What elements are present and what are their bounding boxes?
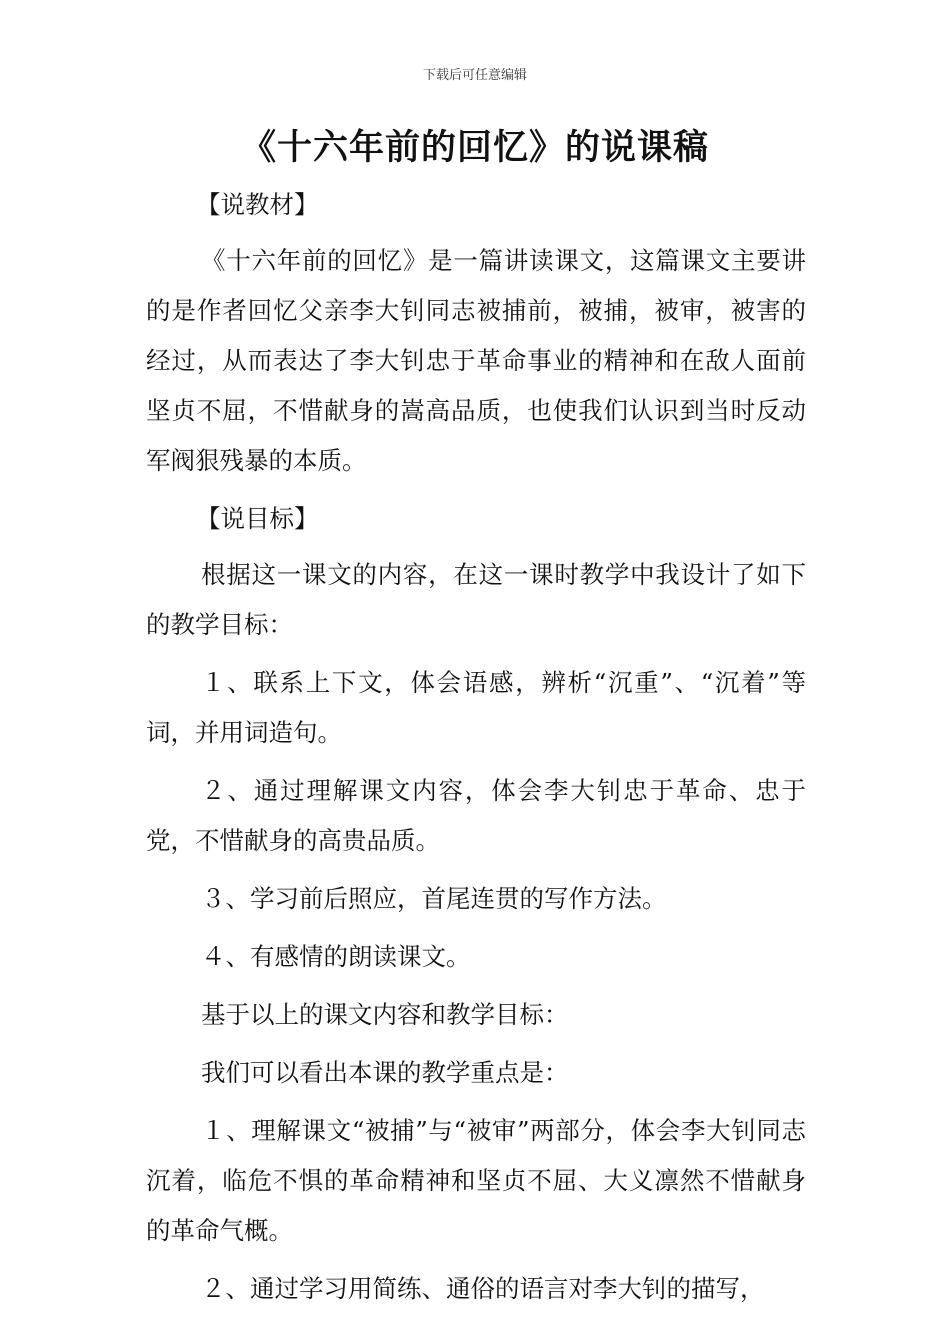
header-note: 下载后可任意编辑: [422, 68, 527, 83]
document-title: 《十六年前的回忆》的说课稿: [240, 128, 709, 168]
paragraph-based: 基于以上的课文内容和教学目标：: [201, 1000, 569, 1029]
focus-item-1: １、理解课文“被捕”与“被审”两部分，体会李大钊同志沉着，临危不惧的革命精神和坚贞不屈、大义凛然不惜献身的革命气概。: [146, 1116, 806, 1245]
goal-item-2: ２、通过理解课文内容，体会李大钊忠于革命、忠于党，不惜献身的高贵品质。: [146, 776, 806, 855]
section-heading-goals: 【说目标】: [196, 504, 319, 533]
paragraph-goals-intro: 根据这一课文的内容，在这一课时教学中我设计了如下的教学目标：: [146, 560, 806, 639]
focus-item-2: ２、通过学习用简练、通俗的语言对李大钊的描写，: [201, 1274, 765, 1303]
paragraph-focus-intro: 我们可以看出本课的教学重点是：: [201, 1058, 569, 1087]
goal-item-1: １、联系上下文，体会语感，辨析“沉重”、“沉着”等词，并用词造句。: [146, 668, 806, 747]
document-body: [146, 180, 806, 1322]
goal-item-4: ４、有感情的朗读课文。: [201, 942, 471, 971]
paragraph-material: 《十六年前的回忆》是一篇讲读课文，这篇课文主要讲的是作者回忆父亲李大钊同志被捕前，被捕，被审，被害的经过，从而表达了李大钊忠于革命事业的精神和在敌人面前坚贞不屈，不惜献身的嵩高品质，也使我们认识到当时反动军阀狠残暴的本质。: [146, 246, 806, 475]
goal-item-3: ３、学习前后照应，首尾连贯的写作方法。: [201, 884, 667, 913]
section-heading-material: 【说教材】: [196, 190, 319, 219]
